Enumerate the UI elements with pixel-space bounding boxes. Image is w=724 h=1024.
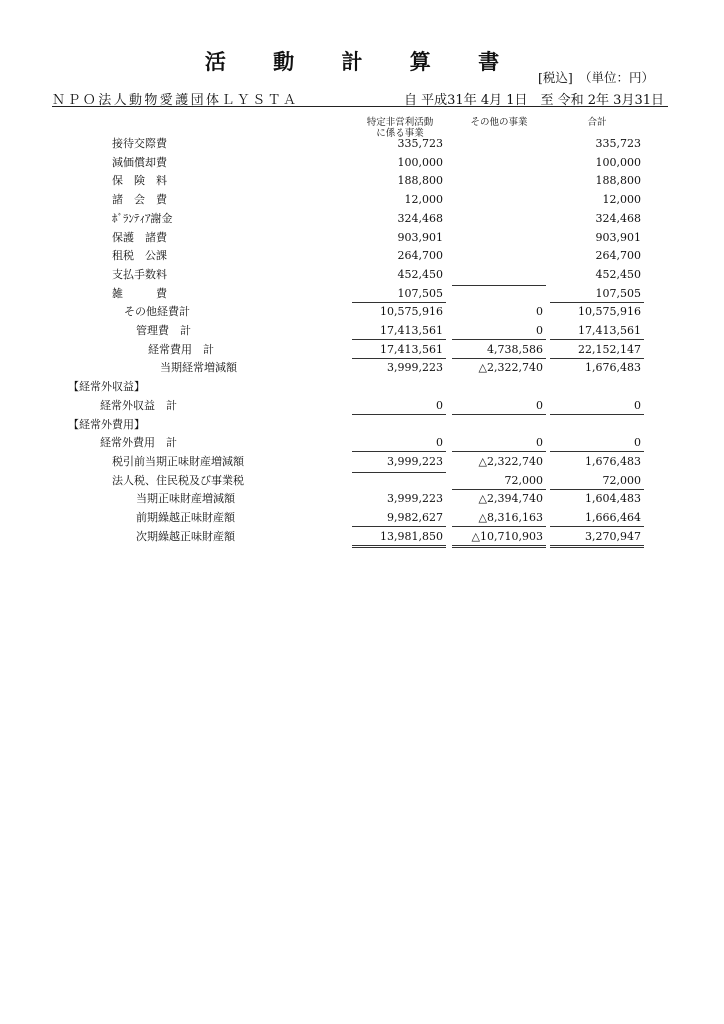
value-other: 4,738,586 [452,341,546,359]
table-row [0,490,724,508]
row-label: 租税 公課 [112,249,167,263]
value-nonprofit: 452,450 [397,267,443,281]
value-other: △10,710,903 [452,528,546,548]
value-total: 12,000 [602,193,641,207]
table-row [0,303,724,321]
table-row [0,229,724,247]
value-other: 0 [452,397,546,415]
value-other: 0 [452,322,546,340]
value-nonprofit: 3,999,223 [387,361,443,375]
row-label: 当期経常増減額 [160,361,237,375]
tax-unit-note: [税込] （単位：円） [537,70,654,85]
value-total: 3,270,947 [550,528,644,548]
row-label: 次期繰越正味財産額 [136,529,235,543]
value-total: 22,152,147 [550,341,644,359]
value-total: 0 [550,397,644,415]
value-other: △8,316,163 [452,509,546,527]
value-total: 1,666,464 [550,509,644,527]
value-total: 100,000 [595,155,641,169]
table-row [0,416,724,434]
column-header-total: 合計 [587,117,607,128]
row-label: 経常費用 計 [148,342,214,356]
row-label: 諸 会 費 [112,193,167,207]
row-label: 接待交際費 [112,137,167,150]
value-nonprofit: 3,999,223 [387,454,443,468]
value-total: 1,604,483 [585,492,641,506]
value-total: 452,450 [595,267,641,281]
table-row [0,434,724,452]
value-nonprofit: 12,000 [404,193,443,207]
table-row [0,378,724,396]
value-nonprofit: 188,800 [397,174,443,188]
table-row [0,191,724,209]
table-row [0,135,724,153]
row-label: 法人税、住民税及び事業税 [112,473,244,487]
row-label: 税引前当期正味財産増減額 [112,454,244,468]
value-total: 188,800 [595,174,641,188]
value-nonprofit: 335,723 [397,137,443,150]
value-other [452,285,546,286]
value-nonprofit: 0 [352,397,446,415]
value-nonprofit: 3,999,223 [387,492,443,506]
value-nonprofit: 0 [352,434,446,452]
column-header-nonprofit-text: 特定非営利活動 に係る事業 [366,117,434,139]
value-nonprofit: 903,901 [397,230,443,244]
row-label: 支払手数料 [112,267,167,281]
value-total: 72,000 [550,472,644,490]
table-row [0,341,724,359]
value-total: 0 [550,434,644,452]
value-nonprofit: 100,000 [397,155,443,169]
value-other: △2,322,740 [478,361,543,375]
value-nonprofit: 9,982,627 [352,509,446,527]
value-total: 903,901 [595,230,641,244]
row-label: 減価償却費 [112,155,167,169]
value-nonprofit: 13,981,850 [352,528,446,548]
table-row [0,247,724,265]
value-nonprofit: 107,505 [352,285,446,303]
row-label: ﾎﾞﾗﾝﾃｨｱ謝金 [112,211,173,225]
fiscal-period: 自 平成31年 4月 1日 至 令和 2年 3月31日 [404,93,664,108]
value-nonprofit: 17,413,561 [352,341,446,359]
value-nonprofit: 324,468 [397,211,443,225]
row-label: 保 険 料 [112,174,167,188]
value-nonprofit: 17,413,561 [352,322,446,340]
table-row [0,453,724,471]
row-label: 保護 諸費 [112,230,167,244]
value-other: 0 [536,305,543,319]
table-row [0,266,724,284]
value-nonprofit: 10,575,916 [380,305,443,319]
row-label: 【経常外収益】 [68,380,145,394]
row-label: その他経費計 [124,305,190,319]
row-label: 前期繰越正味財産額 [136,511,235,524]
table-row [0,172,724,190]
value-other: 0 [452,434,546,452]
table-row [0,154,724,172]
row-label: 雑 費 [112,286,167,300]
value-nonprofit: 264,700 [397,249,443,263]
table-row [0,509,724,527]
value-total: 10,575,916 [578,305,641,319]
table-row [0,528,724,546]
table-row [0,397,724,415]
table-row [0,359,724,377]
table-row [0,285,724,303]
value-total: 335,723 [595,137,641,150]
value-other: △2,394,740 [478,492,543,506]
value-total: 17,413,561 [550,322,644,340]
value-total: 1,676,483 [585,361,641,375]
table-row [0,210,724,228]
value-total: 264,700 [595,249,641,263]
row-label: 経常外収益 計 [100,398,177,412]
table-row [0,322,724,340]
header-rule [52,106,668,107]
row-label: 管理費 計 [136,324,191,337]
column-header-other: その他の事業 [470,117,528,128]
row-label: 当期正味財産増減額 [136,492,235,506]
value-total: 107,505 [550,285,644,303]
value-total: 1,676,483 [585,454,641,468]
organization-name: ＮＰＯ法人動物愛護団体ＬＹＳＴＡ [52,93,299,108]
value-other: 72,000 [452,472,546,490]
table-row [0,472,724,490]
document-title: 活 動 計 算 書 [204,49,520,74]
value-nonprofit [352,472,446,473]
row-label: 【経常外費用】 [68,417,145,431]
value-other: △2,322,740 [478,454,543,468]
value-total: 324,468 [595,211,641,225]
row-label: 経常外費用 計 [100,436,177,450]
